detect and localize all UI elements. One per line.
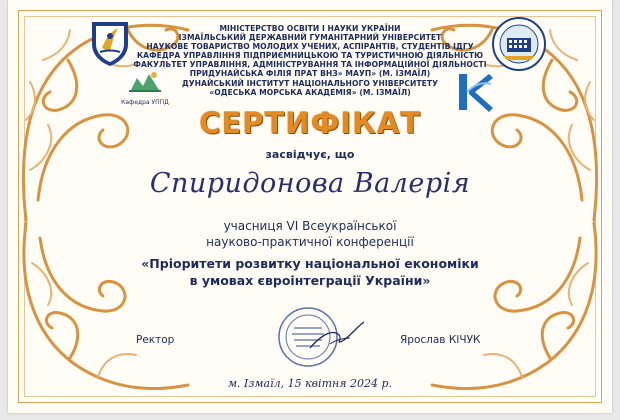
certificate [8,0,612,413]
header-line: ФАКУЛЬТЕТ УПРАВЛІННЯ, АДМІНІСТРУВАННЯ ТА ІНФОРМАЦІЙНОЇ ДІЯЛЬНОСТІ [133,60,487,70]
certificate-title: СЕРТИФІКАТ [199,106,421,140]
certifies-text: засвідчує, що [265,148,355,161]
place-and-date: м. Ізмаїл, 15 квітня 2024 р. [227,377,393,390]
official-stamp-icon [274,304,370,370]
header-line: НАУКОВЕ ТОВАРИСТВО МОЛОДИХ УЧЕНИХ, АСПІРАНТІВ, СТУДЕНТІВ ІДГУ [146,42,474,52]
participant-line: учасниця VI Всеукраїнської [223,219,397,233]
signatory-name: Ярослав КІЧУК [400,334,481,346]
header-line: ПРИДУНАЙСЬКА ФІЛІЯ ПРАТ ВНЗ» МАУП» (М. ІЗМАЇЛ) [189,69,431,79]
university-logo [88,18,132,68]
theme-line: «Пріоритети розвитку національної економіки [141,256,479,271]
signatory-role: Ректор [136,334,175,346]
header-line: «ОДЕСЬКА МОРСЬКА АКАДЕМІЯ» (М. ІЗМАЇЛ) [209,87,411,97]
recipient-name: Спиридонова Валерія [149,168,471,199]
header-line: МІНІСТЕРСТВО ОСВІТИ І НАУКИ УКРАЇНИ [219,24,401,33]
header-line: ДУНАЙСЬКИЙ ІНСТИТУТ НАЦІОНАЛЬНОГО УНІВЕРСИТЕТУ [181,78,439,88]
header-line: КАФЕДРА УПРАВЛІННЯ ПІДПРИЄМНИЦЬКОЮ ТА ТУРИСТИЧНОЮ ДІЯЛЬНІСТЮ [136,51,484,61]
theme-line: в умовах євроінтеграції України» [189,272,431,288]
participant-description [8,219,612,250]
kafedra-label: Кафедра УППД [121,99,169,106]
participant-line: науково-практичної конференції [206,234,414,249]
conference-theme [8,256,612,289]
maritime-academy-logo [491,16,547,72]
header-line: ІЗМАЇЛЬСЬКИЙ ДЕРЖАВНИЙ ГУМАНІТАРНИЙ УНІВЕРСИТЕТ [178,33,442,43]
header-institutions [128,24,492,97]
